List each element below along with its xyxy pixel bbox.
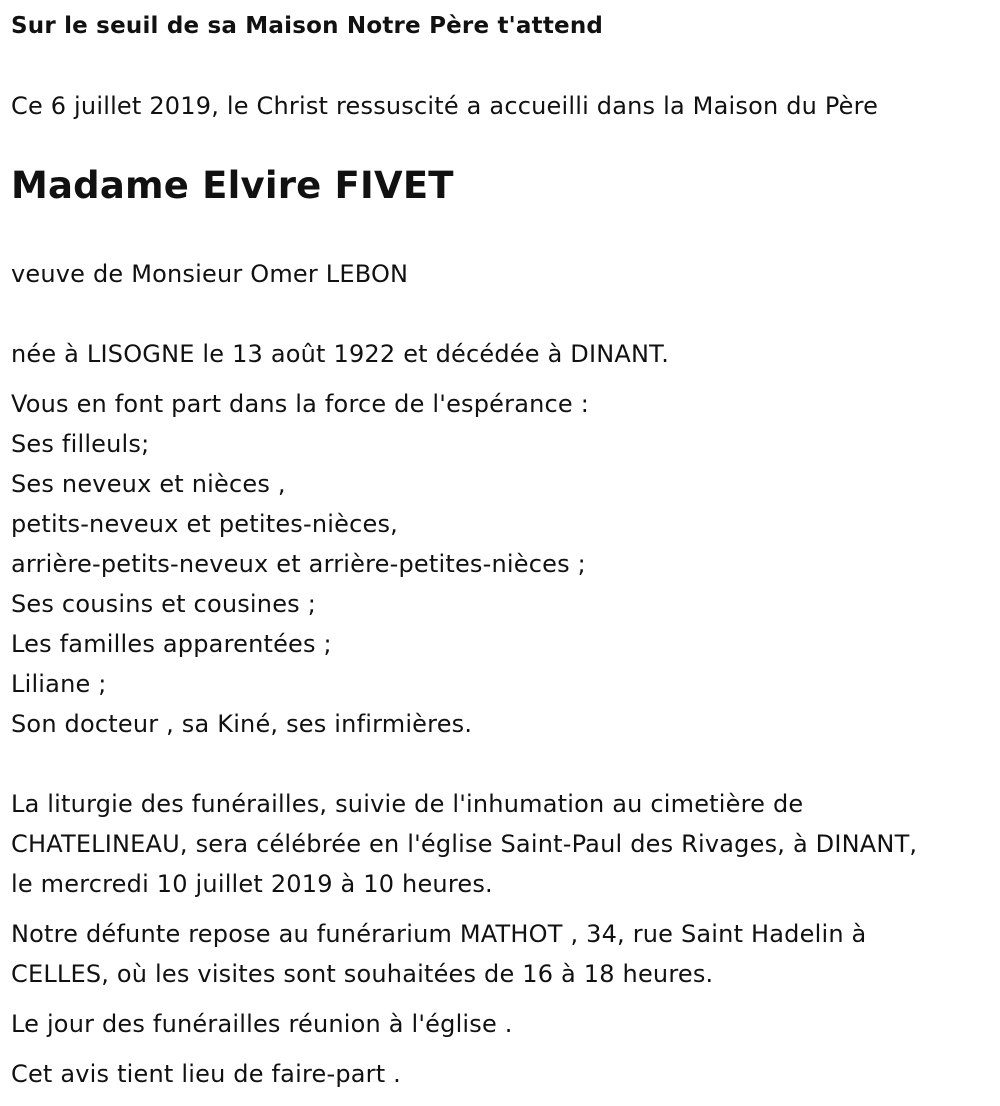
family-line: Son docteur , sa Kiné, ses infirmières.	[11, 710, 473, 738]
liturgy-line: le mercredi 10 juillet 2019 à 10 heures.	[11, 870, 493, 898]
liturgy-line: CHATELINEAU, sera célébrée en l'église Saint-Paul des Rivages, à DINANT,	[11, 830, 918, 858]
deceased-name: Madame Elvire FIVET	[11, 164, 454, 207]
spouse-text: veuve de Monsieur Omer LEBON	[11, 260, 409, 288]
heading: Sur le seuil de sa Maison Notre Père t'attend	[11, 13, 604, 39]
family-line: petits-neveux et petites-nièces,	[11, 510, 399, 538]
closing-text: Cet avis tient lieu de faire-part .	[11, 1060, 402, 1088]
meeting-text: Le jour des funérailles réunion à l'église .	[11, 1010, 513, 1038]
family-line: Ses filleuls;	[11, 430, 150, 458]
family-line: Ses neveux et nièces ,	[11, 470, 286, 498]
family-line: Ses cousins et cousines ;	[11, 590, 316, 618]
family-line: arrière-petits-neveux et arrière-petites-nièces ;	[11, 550, 586, 578]
family-line: Les familles apparentées ;	[11, 630, 332, 658]
family-line: Liliane ;	[11, 670, 107, 698]
funeral-home-line: Notre défunte repose au funérarium MATHOT , 34, rue Saint Hadelin à	[11, 920, 867, 948]
funeral-home-line: CELLES, où les visites sont souhaitées de 16 à 18 heures.	[11, 960, 714, 988]
announcement-intro: Vous en font part dans la force de l'espérance :	[11, 390, 589, 418]
liturgy-line: La liturgie des funérailles, suivie de l'inhumation au cimetière de	[11, 790, 804, 818]
birth-death-text: née à LISOGNE le 13 août 1922 et décédée à DINANT.	[11, 340, 670, 368]
intro-text: Ce 6 juillet 2019, le Christ ressuscité a accueilli dans la Maison du Père	[11, 92, 879, 120]
